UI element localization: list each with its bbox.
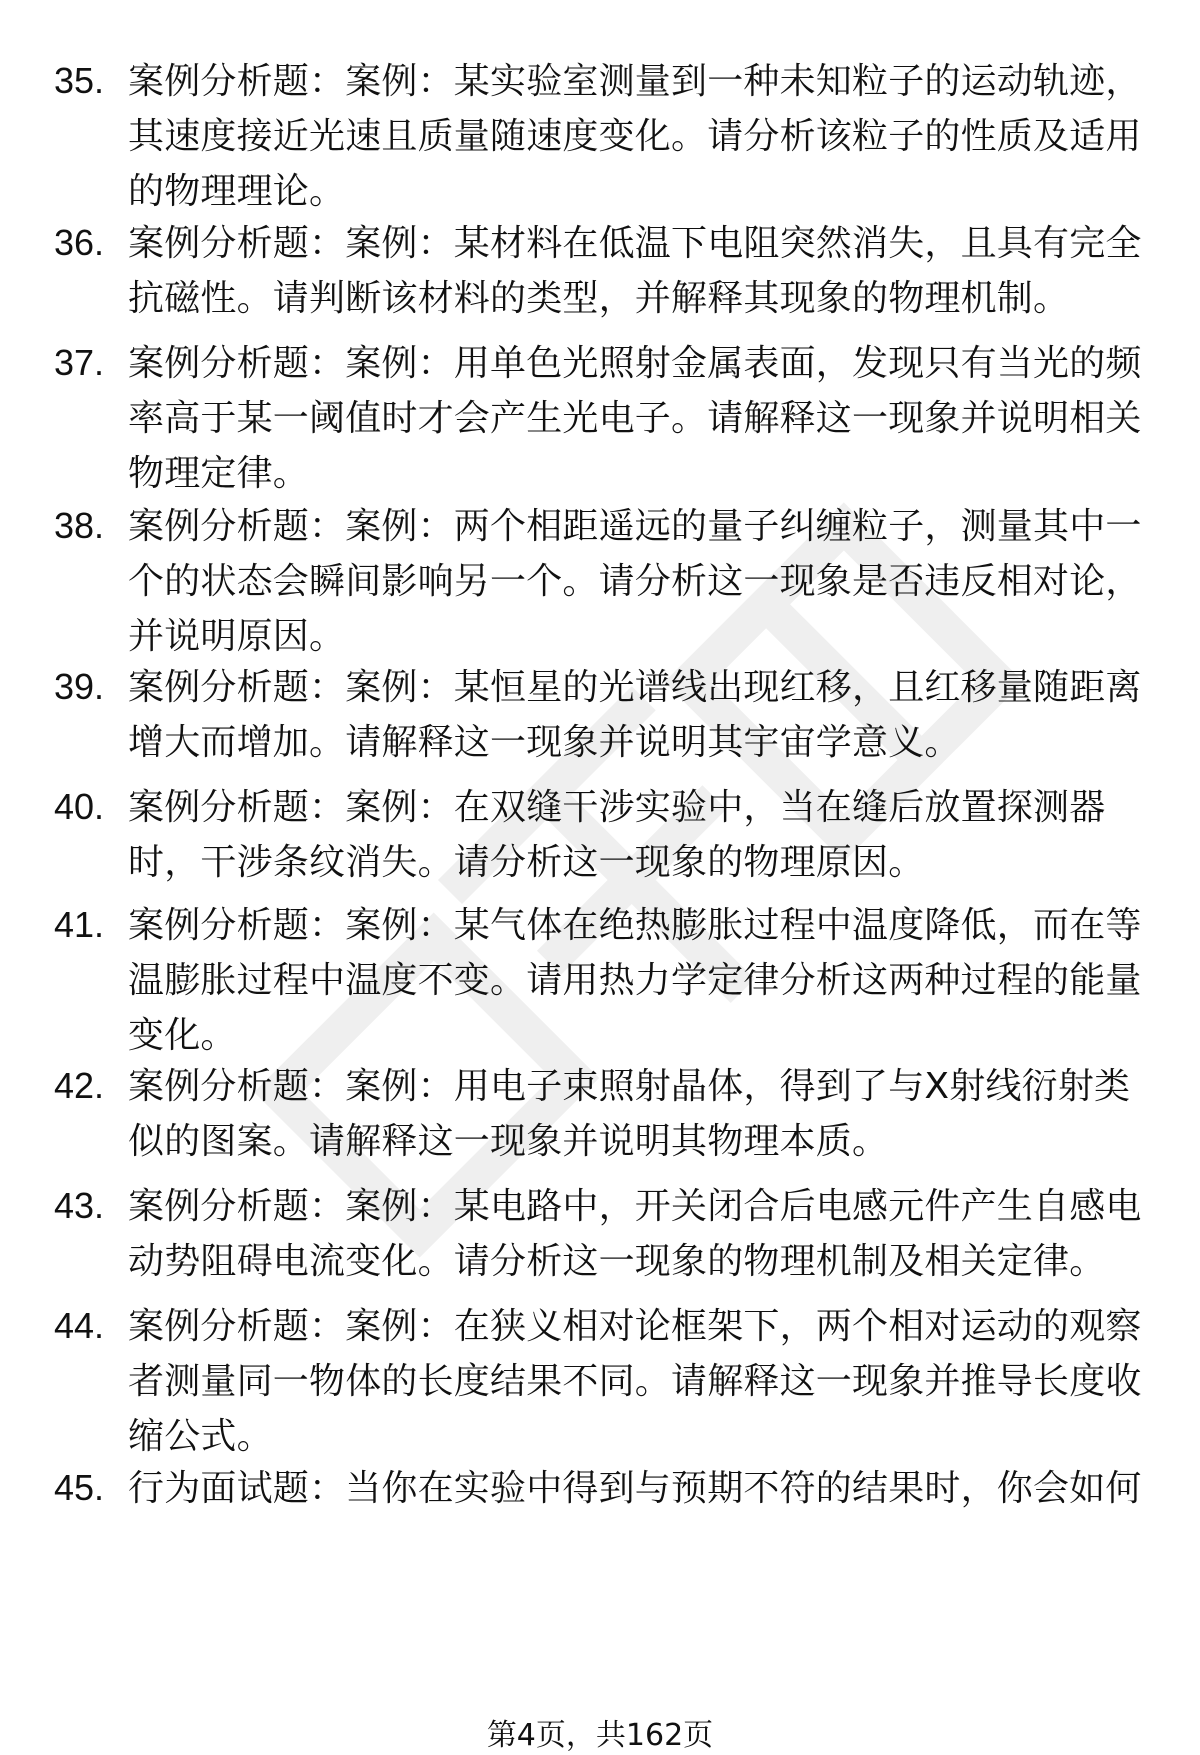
question-number: 43. [54,1185,105,1226]
question-number: 37. [54,342,105,383]
question-text: 案例分析题：案例：用单色光照射金属表面，发现只有当光的频率高于某一阈值时才会产生光电子。请解释这一现象并说明相关物理定律。 [128,343,1142,494]
question-text: 案例分析题：案例：两个相距遥远的量子纠缠粒子，测量其中一个的状态会瞬间影响另一个。请分析这一现象是否违反相对论，并说明原因。 [128,506,1142,657]
question-number: 38. [54,505,105,546]
question-number: 36. [54,222,105,263]
question-text: 案例分析题：案例：某材料在低温下电阻突然消失，且具有完全抗磁性。请判断该材料的类型，并解释其现象的物理机制。 [128,223,1142,319]
question-number: 45. [54,1467,105,1508]
page-footer: 第4页，共162页 [486,1718,714,1753]
question-text: 行为面试题：当你在实验中得到与预期不符的结果时，你会如何 [128,1468,1142,1509]
question-number: 35. [54,60,105,101]
question-text: 案例分析题：案例：在狭义相对论框架下，两个相对运动的观察者测量同一物体的长度结果不同。请解释这一现象并推导长度收缩公式。 [128,1306,1142,1457]
question-text: 案例分析题：案例：某电路中，开关闭合后电感元件产生自感电动势阻碍电流变化。请分析这一现象的物理机制及相关定律。 [128,1186,1142,1282]
question-text: 案例分析题：案例：用电子束照射晶体，得到了与X射线衍射类似的图案。请解释这一现象并说明其物理本质。 [128,1066,1131,1162]
question-number: 41. [54,904,105,945]
question-number: 40. [54,786,105,827]
question-text: 案例分析题：案例：在双缝干涉实验中，当在缝后放置探测器时，干涉条纹消失。请分析这一现象的物理原因。 [128,787,1106,883]
question-number: 44. [54,1305,105,1346]
question-text: 案例分析题：案例：某实验室测量到一种未知粒子的运动轨迹，其速度接近光速且质量随速度变化。请分析该粒子的性质及适用的物理理论。 [128,61,1142,212]
question-text: 案例分析题：案例：某恒星的光谱线出现红移，且红移量随距离增大而增加。请解释这一现象并说明其宇宙学意义。 [128,667,1142,763]
question-number: 42. [54,1065,105,1106]
question-number: 39. [54,666,105,707]
question-text: 案例分析题：案例：某气体在绝热膨胀过程中温度降低，而在等温膨胀过程中温度不变。请用热力学定律分析这两种过程的能量变化。 [128,905,1142,1056]
